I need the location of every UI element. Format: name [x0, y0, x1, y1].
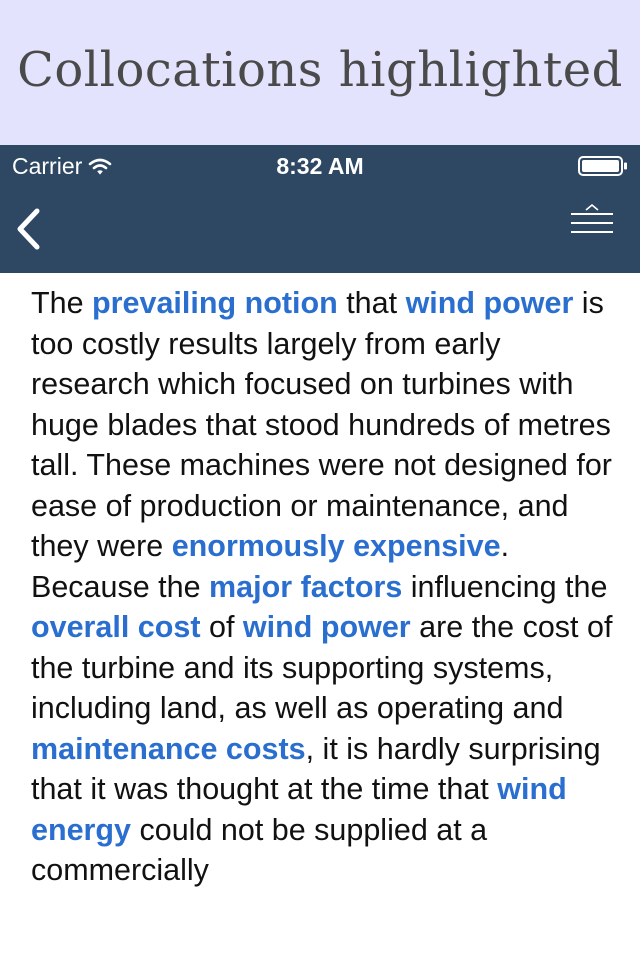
article-text	[31, 283, 621, 891]
carrier-label: Carrier	[12, 153, 83, 179]
article-text-segment: that	[337, 286, 406, 320]
article-text-segment: of	[200, 610, 243, 644]
collocation-highlight[interactable]: wind power	[405, 286, 574, 320]
phone-screen	[0, 145, 640, 960]
status-time: 8:32 AM	[276, 153, 364, 179]
article-text-segment: influencing the	[402, 569, 608, 604]
reading-options-button[interactable]	[570, 203, 614, 243]
article-text-segment: could not be supplied at a commercially	[31, 812, 488, 887]
article-text-segment: . Because the	[31, 529, 510, 604]
collocation-highlight[interactable]: enormously expensive	[171, 529, 501, 563]
back-button[interactable]	[10, 205, 54, 253]
article-text-segment: are the cost of the turbine and its supporting systems, including land, as well as operating and	[31, 610, 613, 725]
reading-options-icon	[570, 203, 614, 243]
battery-icon	[578, 156, 628, 176]
collocation-highlight[interactable]: wind energy	[31, 772, 567, 847]
article-scroll-view[interactable]	[0, 273, 640, 960]
collocation-highlight[interactable]: prevailing notion	[92, 286, 338, 320]
navigation-bar	[0, 145, 640, 273]
caption-title: Collocations highlighted	[17, 41, 623, 98]
article-text-segment: , it is hardly surprising that it was thought at the time that	[31, 731, 601, 806]
article-text-segment: is too costly results largely from early research which focused on turbines with huge blades that stood hundreds of metres tall. These machines were not designed for ease of production or maintenance, and they were	[31, 286, 612, 563]
caption-banner	[0, 0, 640, 145]
collocation-highlight[interactable]: wind power	[242, 610, 411, 644]
article-text-segment: The	[31, 286, 93, 320]
collocation-highlight[interactable]: maintenance costs	[31, 731, 306, 766]
status-bar	[0, 145, 640, 185]
collocation-highlight[interactable]: major factors	[209, 569, 403, 604]
chevron-left-icon	[10, 205, 54, 253]
collocation-highlight[interactable]: overall cost	[31, 610, 201, 644]
